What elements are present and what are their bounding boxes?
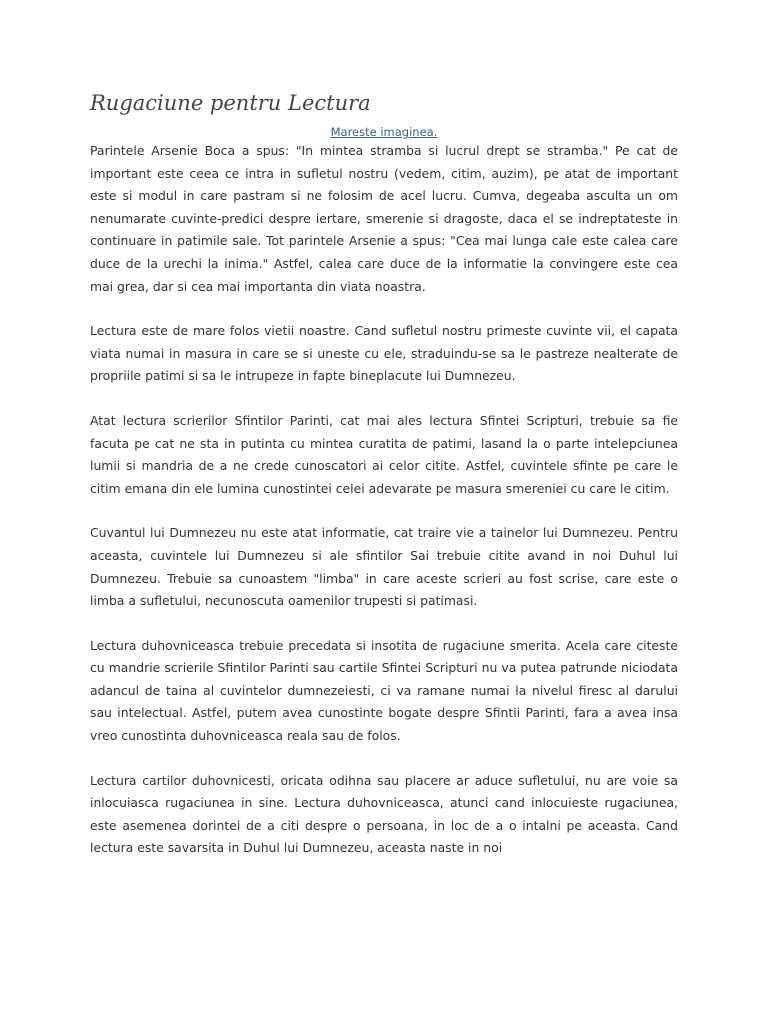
paragraph-1: Parintele Arsenie Boca a spus: "In mintea stramba si lucrul drept se stramba." Pe cat de important este ceea ce intra in sufletul nostru (vedem, citim, auzim), pe atat de important este si modul in care pastram si ne folosim de acel lucru. Cumva, degeaba asculta un om nenumarate cuvinte-predici despre iertare, smerenie si dragoste, daca el se indreptateste in continuare in patimile sale. Tot parintele Arsenie a spus: "Cea mai lunga cale este calea care duce de la urechi la inima." Astfel, calea care duce de la informatie la convingere este cea mai grea, dar si cea mai importanta din viata noastra.	[90, 143, 678, 294]
page-title: Rugaciune pentru Lectura	[90, 91, 371, 115]
paragraph-6: Lectura cartilor duhovnicesti, oricata odihna sau placere ar aduce sufletului, nu are voie sa inlocuiasca rugaciunea in sine. Lectura duhovniceasca, atunci cand inlocuieste rugaciunea, este asemenea dorintei de a citi despre o persoana, in loc de a o intalni pe aceasta. Cand lectura este savarsita in Duhul lui Dumnezeu, aceasta naste in noi	[90, 772, 678, 856]
paragraph-2: Lectura este de mare folos vietii noastre. Cand sufletul nostru primeste cuvinte vii, el capata viata numai in masura in care se si uneste cu ele, straduindu-se sa le pastreze nealterate de propriile patimi si sa le intrupeze in fapte bineplacute lui Dumnezeu.	[90, 323, 678, 384]
paragraph-4: Cuvantul lui Dumnezeu nu este atat informatie, cat traire vie a tainelor lui Dumnezeu. Pentru aceasta, cuvintele lui Dumnezeu si ale sfintilor Sai trebuie citite avand in noi Duhul lui Dumnezeu. Trebuie sa cunoastem "limba" in care aceste scrieri au fost scrise, care este o limba a sufletului, necunoscuta oamenilor trupesti si patimasi.	[90, 525, 678, 609]
paragraph-5: Lectura duhovniceasca trebuie precedata si insotita de rugaciune smerita. Acela care citeste cu mandrie scrierile Sfintilor Parinti sau cartile Sfintei Scripturi nu va putea patrunde niciodata adancul de taina al cuvintelor dumnezeiesti, ci va ramane numai la nivelul firesc al darului sau intelectual. Astfel, putem avea cunostinte bogate despre Sfintii Parinti, fara a avea insa vreo cunostinta duhovniceasca reala sau de folos.	[90, 637, 678, 744]
document-page	[90, 88, 678, 882]
paragraph-3: Atat lectura scrierilor Sfintilor Parinti, cat mai ales lectura Sfintei Scripturi, trebuie sa fie facuta pe cat ne sta in putinta cu mintea curatita de patimi, lasand la o parte intelepciunea lumii si mandria de a ne crede cunoscatori ai celor citite. Astfel, cuvintele sfinte pe care le citim emana din ele lumina cunostintei celei adevarate pe masura smereniei cu care le citim.	[90, 412, 678, 496]
enlarge-link-row	[90, 124, 678, 140]
enlarge-image-link[interactable]: Mareste imaginea.	[330, 125, 438, 139]
